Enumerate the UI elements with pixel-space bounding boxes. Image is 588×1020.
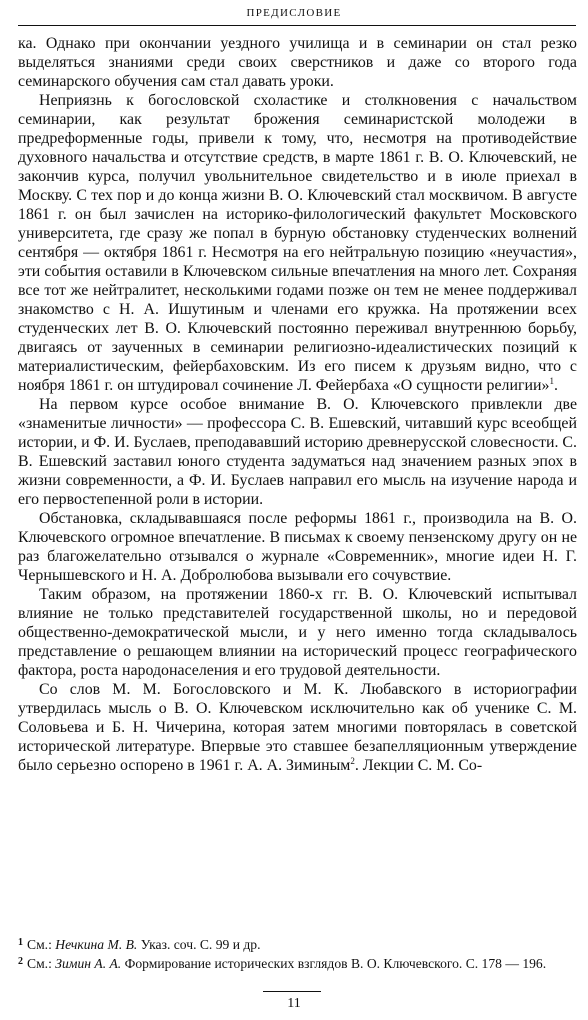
paragraph: На первом курсе особое внимание В. О. Ключевского привлекли две «знаменитые личности» — профессора С. В. Ешевский, читавший курс всеобщей истории, и Ф. И. Буслаев, преподававший историю древнерусской словесности. С. В. Ешевский заставил юного студента задуматься над значением разных эпох в жизни современности, а Ф. И. Буслаев направил его мысль на изучение народа и его первостепенной роли в истории. [18,396,577,508]
running-header: ПРЕДИСЛОВИЕ [246,7,342,19]
footnote: $^1$ См.: Нечкина М. В. Указ. соч. С. 99 и др. [18,937,261,952]
body-text [18,34,577,775]
paragraph: Со слов М. М. Богословского и М. К. Любавского в историографии утвердилась мысль о В. О. Ключевском исключительно как об ученике С. М. Соловьева и Б. Н. Чичерина, которая затем многими повторялась в советской исторической литературе. Впервые это ставшее безапелляционным утверждение было серьезно оспорено в 1961 г. А. А. Зиминым$^2$. Лекции С. М. Со- [18,681,577,774]
page-number: 11 [287,996,301,1011]
footnotes [18,934,577,972]
footnote-reference: 1 [549,376,554,386]
paragraph: Обстановка, складывавшаяся после реформы 1861 г., производила на В. О. Ключевского огромное впечатление. В письмах к своему пензенскому другу он не раз благожелательно отзывался о журнале «Современник», многие идеи Н. Г. Чернышевского и Н. А. Добролюбова вызывали его сочувствие. [18,510,577,584]
paragraph: Неприязнь к богословской схоластике и столкновения с начальством семинарии, как результат брожения семинаристской молодежи в предреформенные годы, привели к тому, что, несмотря на противодействие духовного начальства и отсутствие средств, в марте 1861 г. В. О. Ключевский, не закончив курса, получил увольнительное свидетельство и в июле приехал в Москву. С тех пор и до конца жизни В. О. Ключевский стал москвичом. В августе 1861 г. он был зачислен на историко-филологический факультет Московского университета, где сразу же попал в бурную обстановку студенческих волнений сентября — октября 1861 г. Несмотря на его нейтральную позицию «неучастия», эти события оставили в Ключевском сильные впечатления на много лет. Сохраняя все тот же нейтралитет, несколькими годами позже он тем не менее поддерживал знакомство с Н. А. Ишутиным и членами его кружка. На протяжении всех студенческих лет В. О. Ключевский постоянно переживал внутреннюю борьбу, двигаясь от заученных в семинарии религиозно-идеалистических позиций к материалистическим, фейербаховским. Из его писем к друзьям видно, что с ноября 1861 г. он штудировал сочинение Л. Фейербаха «О сущности религии»$^1$. [18,92,577,394]
paragraph: ка. Однако при окончании уездного училища и в семинарии он стал резко выделяться знаниями среди своих сверстников и даже со второго года семинарского обучения сам стал давать уроки. [18,35,577,90]
footnote: $^2$ См.: Зимин А. А. Формирование исторических взглядов В. О. Ключевского. С. 178 — 196. [18,956,547,971]
paragraph: Таким образом, на протяжении 1860-х гг. В. О. Ключевский испытывал влияние не только представителей государственной школы, но и передовой общественно-демократической мысли, и у него именно тогда складывалось представление о решающем влиянии на исторический процесс географического фактора, роста народонаселения и его трудовой деятельности. [18,586,577,679]
page-number-rule [263,991,321,992]
header-rule [18,25,576,26]
footnote-reference: 2 [350,756,355,766]
